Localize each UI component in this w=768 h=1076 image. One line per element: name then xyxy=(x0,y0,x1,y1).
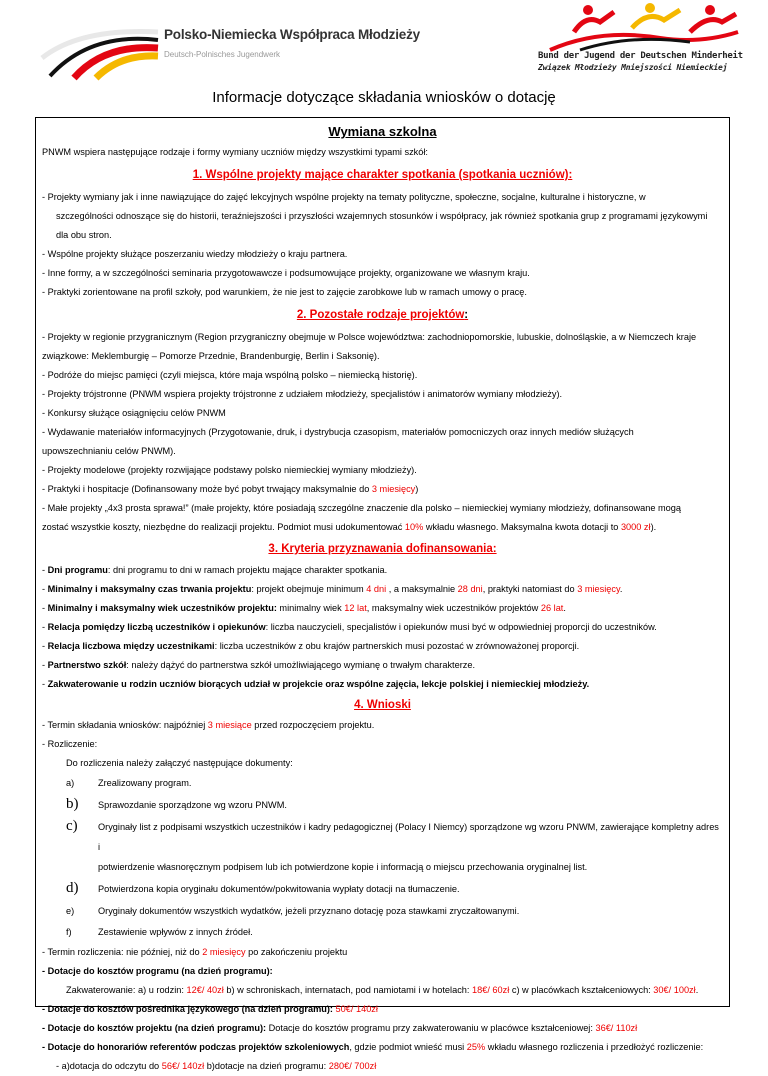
s3-item-5: - Relacja liczbowa między uczestnikami: liczba uczestników z obu krajów partnerskich musi pozostać w zrównoważonej proporcji. xyxy=(42,641,580,651)
list-item-a: a) Zrealizowany program. xyxy=(66,778,192,788)
s4-settlement-deadline: - Termin rozliczenia: nie później, niż do 2 miesięcy po zakończeniu projektu xyxy=(42,947,348,957)
list-item-b: b) Sprawozdanie sporządzone wg wzoru PNWM. xyxy=(66,796,287,812)
s2-item-8: - Małe projekty „4x3 prosta sprawa!” (małe projekty, które posiadają szczególne znaczenie dla polsko – niemieckiej wymiany młodzieży, dofinansowane mogą zostać wszystkie koszty, niezbędne do realizacji projektu. Podmiot musi udokumentować 10% wkładu własnego. Maksymalna kwota dotacji to 3000 zł). xyxy=(42,503,682,532)
s4-speaker-fees-detail: - a)dotacja do odczytu do 56€/ 140zł b)dotacje na dzień programu: 280€/ 700zł xyxy=(56,1061,377,1071)
s2-item-6: - Projekty modelowe (projekty rozwijające podstawy polsko niemieckiej wymiany młodzieży). xyxy=(42,465,417,475)
list-item-e: e) Oryginały dokumentów wszystkich wydatków, jeżeli przyznano dotację poza stawkami zryczałtowanymi. xyxy=(66,906,520,916)
pnwm-subtitle: Deutsch-Polnisches Jugendwerk xyxy=(164,50,281,59)
s3-item-1: - Dni programu: dni programu to dni w ramach projektu mające charakter spotkania. xyxy=(42,565,388,575)
s1-item-1: - Projekty wymiany jak i inne nawiązujące do zajęć lekcyjnych wspólne projekty na tematy polityczne, społeczne, socjalne, kulturalne i historyczne, w szczególności odnoszące się do historii, teraźniejszości i przyszłości wzajemnych stosunków i współpracy, jak również spotkania grup z programami językowymi dla obu stron. xyxy=(42,192,708,240)
s4-settlement: - Rozliczenie: xyxy=(42,739,98,749)
page-header xyxy=(0,0,768,100)
bjdm-name: Bund der Jugend der Deutschen Minderheit xyxy=(538,51,743,61)
list-item-d: d) Potwierdzona kopia oryginału dokumentów/pokwitowania wypłaty dotacji na tłumaczenie. xyxy=(66,880,460,896)
s4-speaker-fees: - Dotacje do honorariów referentów podczas projektów szkoleniowych, gdzie podmiot wnieść musi 25% wkładu własnego rozliczenia i przedłożyć rozliczenie: xyxy=(42,1042,704,1052)
s4-program-costs: - Dotacje do kosztów programu (na dzień programu): xyxy=(42,966,273,976)
content-box xyxy=(35,117,730,1071)
pnwm-name: Polsko-Niemiecka Współpraca Młodzieży xyxy=(164,27,420,42)
section-4-heading: 4. Wnioski xyxy=(354,699,411,711)
s3-item-2: - Minimalny i maksymalny czas trwania projektu: projekt obejmuje minimum 4 dni , a maksymalnie 28 dni, praktyki natomiast do 3 miesięcy. xyxy=(42,584,623,594)
s4-settlement-intro: Do rozliczenia należy załączyć następujące dokumenty: xyxy=(66,758,293,768)
s4-project-costs: - Dotacje do kosztów projektu (na dzień programu): Dotacje do kosztów programu przy zakwaterowaniu w placówce kształceniowej: 36€/ 110zł xyxy=(42,1023,638,1033)
s3-item-4: - Relacja pomiędzy liczbą uczestników i opiekunów: liczba nauczycieli, specjalistów i opiekunów musi być w odpowiedniej proporcji do uczestników. xyxy=(42,622,657,632)
s1-item-2: - Wspólne projekty służące poszerzaniu wiedzy młodzieży o kraju partnera. xyxy=(42,249,348,259)
s4-interpreter-costs: - Dotacje do kosztów pośrednika językowego (na dzień programu): 50€/ 140zł xyxy=(42,1004,378,1014)
s2-item-2: - Podróże do miejsc pamięci (czyli miejsca, które maja wspólną polsko – niemiecką historię). xyxy=(42,370,418,380)
section-1-heading: 1. Wspólne projekty mające charakter spotkania (spotkania uczniów): xyxy=(192,169,573,181)
s2-item-1: - Projekty w regionie przygranicznym (Region przygraniczny obejmuje w Polsce województwa: zachodniopomorskie, lubuskie, dolnośląskie, a w Niemczech kraje związkowe: Meklemburgię – Pomorze Przednie, Brandenburgię, Berlin i Saksonię). xyxy=(42,332,697,361)
s4-deadline: - Termin składania wniosków: najpóźniej 3 miesiące przed rozpoczęciem projektu. xyxy=(42,720,375,730)
document-title: Informacje dotyczące składania wniosków o dotację xyxy=(212,89,556,106)
bjdm-subtitle: Związek Młodzieży Mniejszości Niemieckiej xyxy=(538,63,728,72)
pnwm-logo-icon xyxy=(40,18,160,80)
s2-item-4: - Konkursy służące osiągnięciu celów PNWM xyxy=(42,408,226,418)
s2-item-5: - Wydawanie materiałów informacyjnych (Przygotowanie, druk, i dystrybucja czasopism, materiałów pomocniczych oraz innych mediów służących upowszechnianiu celów PNWM). xyxy=(42,427,634,456)
list-item-f: f) Zestawienie wpływów z innych źródeł. xyxy=(66,927,253,937)
s2-item-7: - Praktyki i hospitacje (Dofinansowany może być pobyt trwający maksymalnie do 3 miesięcy) xyxy=(42,484,419,494)
s4-accommodation: Zakwaterowanie: a) u rodzin: 12€/ 40zł b) w schroniskach, internatach, pod namiotami i w hotelach: 18€/ 60zł c) w placówkach kształceniowych: 30€/ 100zł. xyxy=(66,985,699,995)
box-title: Wymiana szkolna xyxy=(328,124,437,139)
s3-item-3: - Minimalny i maksymalny wiek uczestników projektu: minimalny wiek 12 lat, maksymalny wiek uczestników projektów 26 lat. xyxy=(42,603,566,613)
s1-item-4: - Praktyki zorientowane na profil szkoły, pod warunkiem, że nie jest to zajęcie zarobkowe lub w ramach umowy o pracę. xyxy=(42,287,527,297)
s1-item-3: - Inne formy, a w szczególności seminaria przygotowawcze i podsumowujące projekty, organizowane we własnym kraju. xyxy=(42,268,530,278)
bjdm-logo-icon xyxy=(540,2,740,50)
section-3-heading: 3. Kryteria przyznawania dofinansowania: xyxy=(268,543,497,555)
s2-item-3: - Projekty trójstronne (PNWM wspiera projekty trójstronne z udziałem młodzieży, specjalistów i animatorów wymiany młodzieży). xyxy=(42,389,563,399)
s3-item-6: - Partnerstwo szkół: należy dążyć do partnerstwa szkół umożliwiającego wymianę o trwałym charakterze. xyxy=(42,660,476,670)
list-item-c: c) Oryginały list z podpisami wszystkich uczestników i kadry pedagogicznej (Polacy I Niemcy) sporządzone wg wzoru PNWM, zawierające kompletny adres i potwierdzenie własnoręcznym podpisem lub ich potwierdzone kopie i informacją o miejscu przechowania oryginalnej list. xyxy=(66,818,719,872)
section-2-heading: 2. Pozostałe rodzaje projektów: xyxy=(296,309,469,321)
s3-item-7: - Zakwaterowanie u rodzin uczniów biorących udział w projekcie oraz wspólne zajęcia, lekcje polskiej i niemieckiej młodzieży. xyxy=(42,679,590,689)
intro-text: PNWM wspiera następujące rodzaje i formy wymiany uczniów między wszystkimi typami szkół: xyxy=(42,147,428,157)
